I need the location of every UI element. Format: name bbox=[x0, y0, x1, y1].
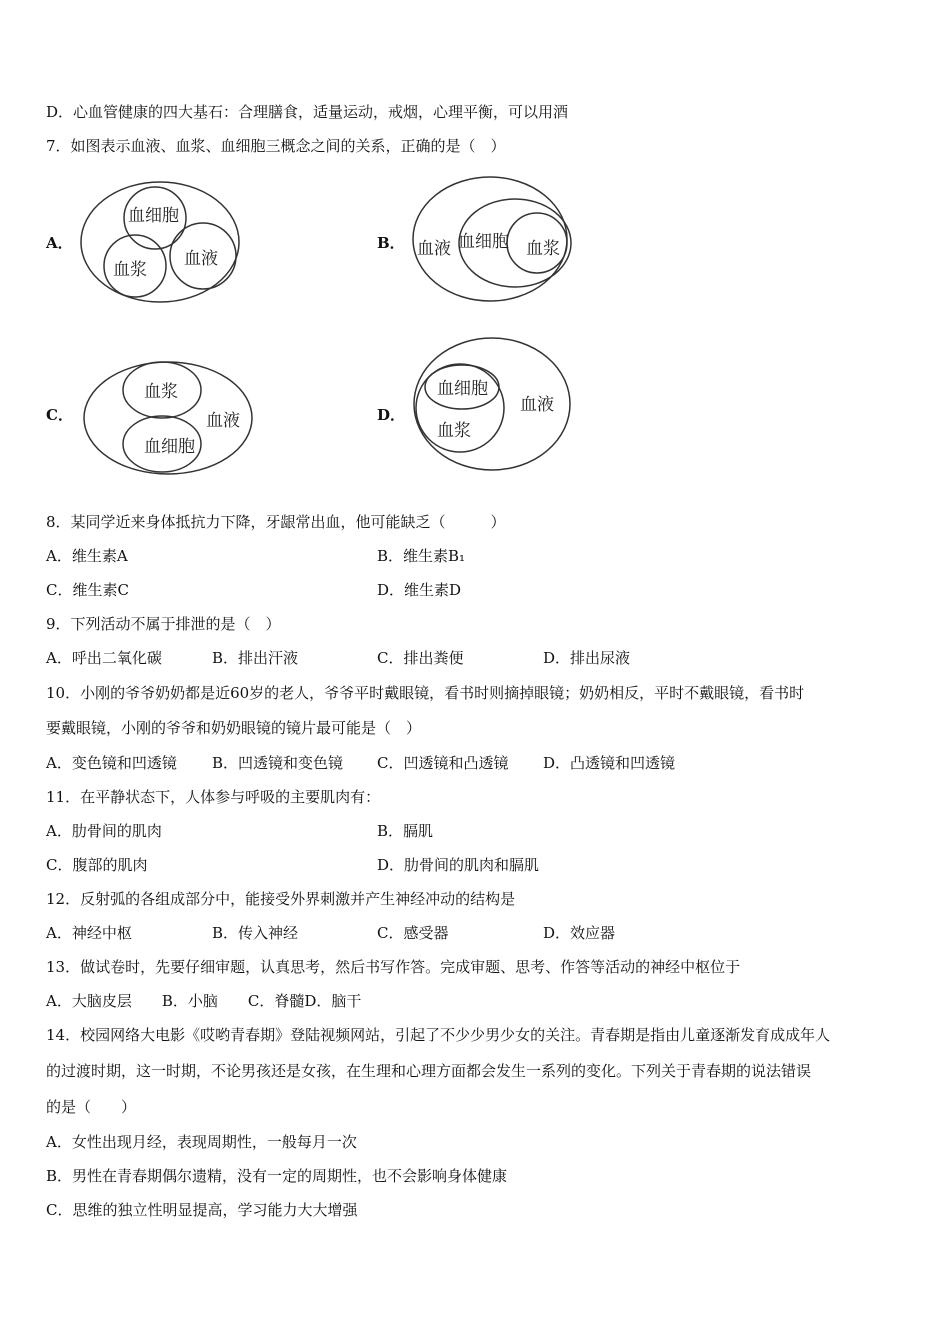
q11-option-a[interactable]: A．肋骨间的肌肉 bbox=[46, 822, 162, 840]
q8-option-b[interactable]: B．维生素B₁ bbox=[377, 547, 466, 565]
q8-option-a[interactable]: A．维生素A bbox=[46, 547, 128, 565]
question-7: 7．如图表示血液、血浆、血细胞三概念之间的关系，正确的是（ ） bbox=[46, 137, 506, 155]
question-12: 12．反射弧的各组成部分中，能接受外界刺激并产生神经冲动的结构是 bbox=[46, 890, 516, 908]
q7-b-text-2: 血细胞 bbox=[458, 232, 509, 252]
q7-c-text-2: 血液 bbox=[206, 411, 240, 431]
q11-option-d[interactable]: D．肋骨间的肌肉和膈肌 bbox=[377, 856, 540, 874]
q7-d-text-3: 血浆 bbox=[437, 421, 471, 441]
q12-option-d[interactable]: D．效应器 bbox=[543, 924, 616, 942]
q7-diagram-a-label: A． bbox=[46, 234, 73, 252]
q7-diagram-a[interactable] bbox=[80, 180, 245, 309]
q10-option-a[interactable]: A．变色镜和凹透镜 bbox=[46, 754, 177, 772]
question-11: 11．在平静状态下，人体参与呼吸的主要肌肉有： bbox=[46, 788, 381, 806]
q7-b-text-1: 血液 bbox=[417, 239, 451, 259]
prev-option-d: D．心血管健康的四大基石：合理膳食，适量运动，戒烟，心理平衡，可以用酒 bbox=[46, 103, 569, 121]
q7-diagram-c-label: C． bbox=[46, 406, 73, 424]
q10-option-b[interactable]: B．凹透镜和变色镜 bbox=[212, 754, 344, 772]
q13-options[interactable]: A．大脑皮层 B．小脑 C．脊髓D．脑干 bbox=[46, 992, 362, 1010]
q7-d-text-2: 血液 bbox=[520, 395, 554, 415]
q7-diagram-d[interactable] bbox=[412, 336, 577, 480]
q12-option-a[interactable]: A．神经中枢 bbox=[46, 924, 132, 942]
q7-diagram-b[interactable] bbox=[412, 175, 572, 309]
question-14-line-3: 的是（ ） bbox=[46, 1098, 137, 1116]
q14-option-b[interactable]: B．男性在青春期偶尔遗精，没有一定的周期性，也不会影响身体健康 bbox=[46, 1167, 508, 1185]
q11-option-b[interactable]: B．膈肌 bbox=[377, 822, 434, 840]
q7-diagram-d-label: D． bbox=[377, 406, 406, 424]
question-10-line-1: 10．小刚的爷爷奶奶都是近60岁的老人，爷爷平时戴眼镜，看书时则摘掉眼镜；奶奶相反，平时不戴眼镜，看书时 bbox=[46, 684, 805, 702]
question-14-line-2: 的过渡时期，这一时期，不论男孩还是女孩，在生理和心理方面都会发生一系列的变化。下列关于青春期的说法错误 bbox=[46, 1062, 812, 1080]
q10-option-d[interactable]: D．凸透镜和凹透镜 bbox=[543, 754, 676, 772]
q10-option-c[interactable]: C．凹透镜和凸透镜 bbox=[377, 754, 509, 772]
q8-option-c[interactable]: C．维生素C bbox=[46, 581, 129, 599]
q9-option-b[interactable]: B．排出汗液 bbox=[212, 649, 299, 667]
question-9: 9．下列活动不属于排泄的是（ ） bbox=[46, 615, 281, 633]
q7-a-text-3: 血液 bbox=[184, 249, 218, 269]
question-13: 13．做试卷时，先要仔细审题，认真思考，然后书写作答。完成审题、思考、作答等活动的神经中枢位于 bbox=[46, 958, 741, 976]
q7-d-text-1: 血细胞 bbox=[437, 379, 488, 399]
q7-a-text-2: 血浆 bbox=[113, 260, 147, 280]
q9-option-c[interactable]: C．排出粪便 bbox=[377, 649, 464, 667]
q7-diagram-c[interactable] bbox=[82, 358, 257, 482]
q14-option-a[interactable]: A．女性出现月经，表现周期性，一般每月一次 bbox=[46, 1133, 357, 1151]
question-8: 8．某同学近来身体抵抗力下降，牙龈常出血，他可能缺乏（ ） bbox=[46, 513, 506, 531]
q7-b-text-3: 血浆 bbox=[526, 239, 560, 259]
q11-option-c[interactable]: C．腹部的肌肉 bbox=[46, 856, 148, 874]
q7-diagram-b-label: B． bbox=[377, 234, 405, 252]
q12-option-c[interactable]: C．感受器 bbox=[377, 924, 449, 942]
q7-a-text-1: 血细胞 bbox=[128, 206, 179, 226]
q9-option-d[interactable]: D．排出尿液 bbox=[543, 649, 631, 667]
q7-c-text-3: 血细胞 bbox=[144, 437, 195, 457]
q14-option-c[interactable]: C．思维的独立性明显提高，学习能力大大增强 bbox=[46, 1201, 358, 1219]
q12-option-b[interactable]: B．传入神经 bbox=[212, 924, 299, 942]
question-10-line-2: 要戴眼镜，小刚的爷爷和奶奶眼镜的镜片最可能是（ ） bbox=[46, 719, 422, 737]
q7-c-text-1: 血浆 bbox=[144, 382, 178, 402]
question-14-line-1: 14．校园网络大电影《哎哟青春期》登陆视频网站，引起了不少少男少女的关注。青春期是指由儿童逐渐发育成成年人 bbox=[46, 1026, 831, 1044]
q8-option-d[interactable]: D．维生素D bbox=[377, 581, 462, 599]
q9-option-a[interactable]: A．呼出二氧化碳 bbox=[46, 649, 162, 667]
